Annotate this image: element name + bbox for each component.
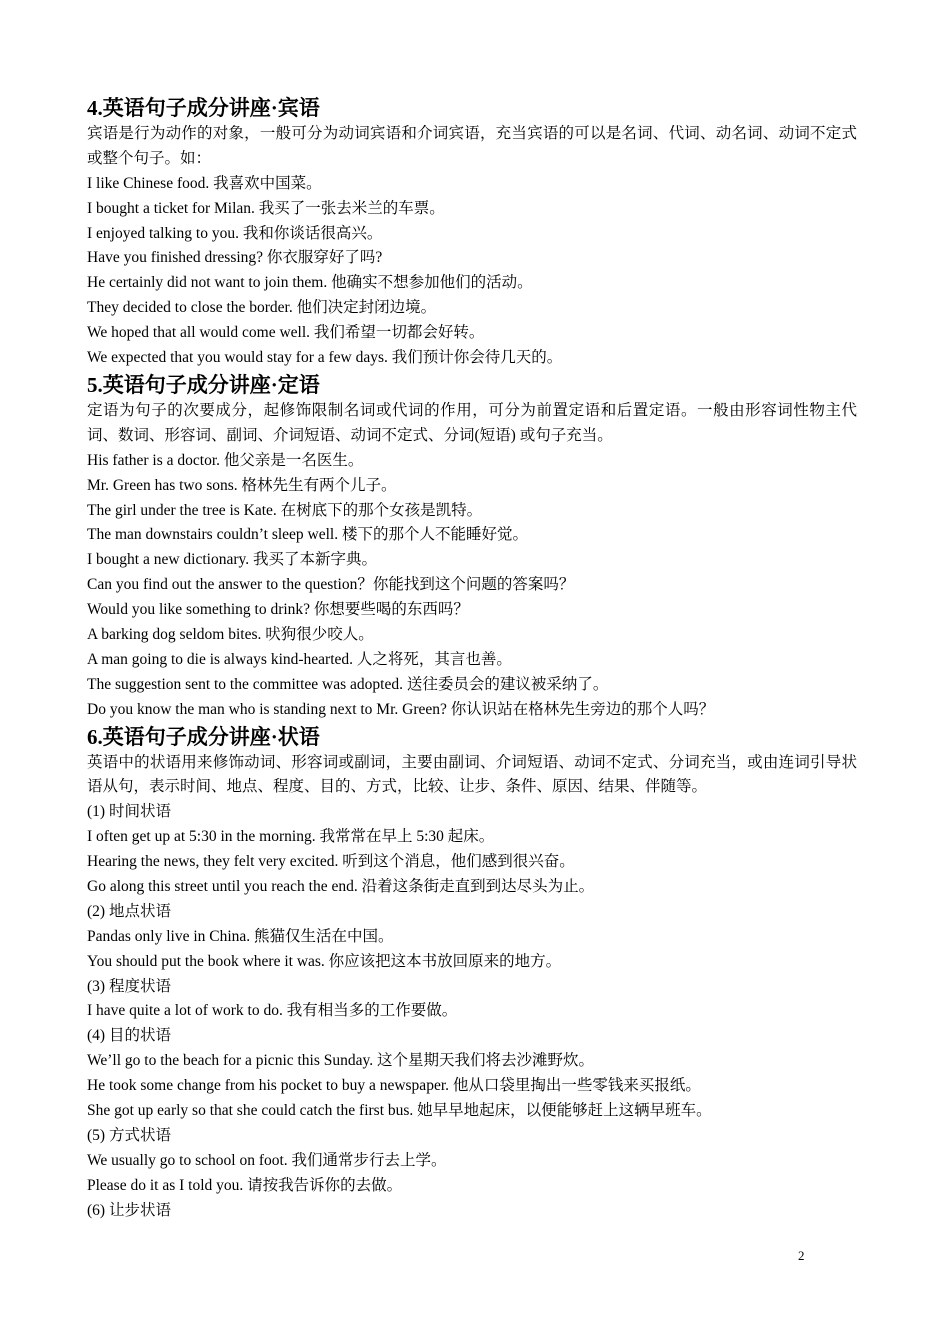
section-heading: 5.英语句子成分讲座·定语 [87,372,320,397]
subheading-line: (3) 程度状语 [87,977,171,995]
example-line: Do you know the man who is standing next to Mr. Green? 你认识站在格林先生旁边的那个人吗？ [87,700,715,718]
document-page [87,94,857,1224]
example-line: We’ll go to the beach for a picnic this Sunday. 这个星期天我们将去沙滩野炊。 [87,1052,595,1070]
example-line: A barking dog seldom bites. 吠狗很少咬人。 [87,625,374,643]
example-line: Go along this street until you reach the end. 沿着这条街走直到到达尽头为止。 [87,878,595,896]
example-line: Would you like something to drink? 你想要些喝的东西吗？ [87,601,469,619]
section-intro: 英语中的状语用来修饰动词、形容词或副词，主要由副词、介词短语、动词不定式、分词充当，或由连词引导状语从句，表示时间、地点、程度、目的、方式，比较、让步、条件、原因、结果、伴随等。 [87,753,857,796]
section-object [87,94,857,371]
example-line: The girl under the tree is Kate. 在树底下的那个女孩是凯特。 [87,501,483,519]
example-line: A man going to die is always kind-hearted. 人之将死，其言也善。 [87,650,512,668]
subheading-line: (4) 目的状语 [87,1027,171,1045]
example-line: I bought a ticket for Milan. 我买了一张去米兰的车票。 [87,199,445,217]
subheading-line: (2) 地点状语 [87,902,171,920]
example-line: They decided to close the border. 他们决定封闭边境。 [87,299,437,317]
section-intro: 宾语是行为动作的对象，一般可分为动词宾语和介词宾语，充当宾语的可以是名词、代词、动名词、动词不定式或整个句子。如： [87,125,857,167]
example-line: We expected that you would stay for a few days. 我们预计你会待几天的。 [87,349,563,367]
example-line: He took some change from his pocket to buy a newspaper. 他从口袋里掏出一些零钱来买报纸。 [87,1077,701,1095]
subheading-line: (6) 让步状语 [87,1201,171,1219]
example-line: I like Chinese food. 我喜欢中国菜。 [87,174,322,192]
section-adverbial [87,723,857,1224]
example-line: We hoped that all would come well. 我们希望一切都会好转。 [87,324,485,342]
example-line: The man downstairs couldn’t sleep well. 楼下的那个人不能睡好觉。 [87,526,528,544]
example-line: The suggestion sent to the committee was adopted. 送往委员会的建议被采纳了。 [87,675,609,693]
example-line: Hearing the news, they felt very excited. 听到这个消息，他们感到很兴奋。 [87,853,575,871]
example-line: Have you finished dressing? 你衣服穿好了吗? [87,249,383,267]
example-line: I have quite a lot of work to do. 我有相当多的工作要做。 [87,1002,458,1020]
subheading-line: (5) 方式状语 [87,1126,171,1144]
section-attributive [87,371,857,723]
example-line: She got up early so that she could catch the first bus. 她早早地起床，以便能够赶上这辆早班车。 [87,1102,712,1120]
example-line: He certainly did not want to join them. 他确实不想参加他们的活动。 [87,274,533,292]
example-line: His father is a doctor. 他父亲是一名医生。 [87,451,364,469]
subheading-line: (1) 时间状语 [87,803,171,821]
example-line: I enjoyed talking to you. 我和你谈话很高兴。 [87,224,383,242]
example-line: Mr. Green has two sons. 格林先生有两个儿子。 [87,476,397,494]
example-line: We usually go to school on foot. 我们通常步行去上学。 [87,1151,447,1169]
example-line: I bought a new dictionary. 我买了本新字典。 [87,551,378,569]
section-heading: 6.英语句子成分讲座·状语 [87,724,320,749]
example-line: You should put the book where it was. 你应该把这本书放回原来的地方。 [87,952,562,970]
section-intro: 定语为句子的次要成分，起修饰限制名词或代词的作用，可分为前置定语和后置定语。一般由形容词性物主代词、数词、形容词、副词、介词短语、动词不定式、分词(短语) 或句子充当。 [87,401,857,444]
example-line: I often get up at 5:30 in the morning. 我常常在早上 5:30 起床。 [87,828,495,846]
example-line: Can you find out the answer to the question？你能找到这个问题的答案吗？ [87,576,575,594]
example-line: Please do it as I told you. 请按我告诉你的去做。 [87,1176,403,1194]
page-number: 2 [798,1248,805,1263]
section-heading: 4.英语句子成分讲座·宾语 [87,96,320,120]
example-line: Pandas only live in China. 熊猫仅生活在中国。 [87,927,394,945]
